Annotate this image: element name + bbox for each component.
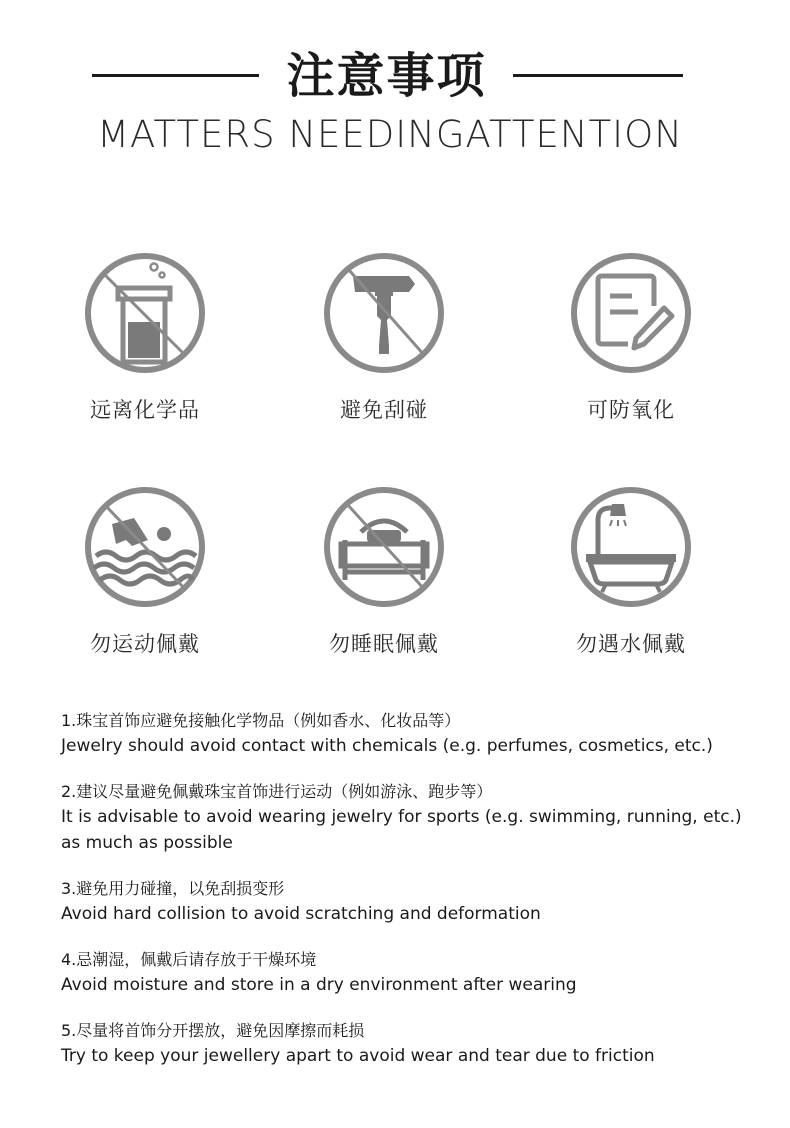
hammer-prohibited-icon bbox=[321, 250, 447, 376]
document-pen-icon bbox=[568, 250, 694, 376]
swimmer-prohibited-icon bbox=[82, 484, 208, 610]
page-title-cn: 注意事项 bbox=[286, 48, 487, 104]
icon-card-sports bbox=[45, 484, 245, 658]
icon-card-chemicals bbox=[45, 250, 245, 424]
page-title-en: MATTERS NEEDINGATTENTION bbox=[97, 113, 683, 156]
note-cn: 2.建议尽量避免佩戴珠宝首饰进行运动（例如游泳、跑步等） bbox=[61, 782, 493, 801]
list-item bbox=[61, 1018, 761, 1069]
list-item bbox=[61, 876, 761, 927]
icon-label: 勿遇水佩戴 bbox=[576, 632, 686, 656]
icon-label: 可防氧化 bbox=[587, 398, 675, 422]
icon-card-sleep bbox=[284, 484, 484, 658]
note-en: Avoid moisture and store in a dry environment after wearing bbox=[61, 975, 577, 995]
note-cn: 1.珠宝首饰应避免接触化学物品（例如香水、化妆品等） bbox=[61, 711, 461, 730]
note-en: Jewelry should avoid contact with chemicals (e.g. perfumes, cosmetics, etc.) bbox=[61, 736, 713, 756]
icon-label: 避免刮碰 bbox=[340, 398, 428, 422]
bathtub-shower-icon bbox=[568, 484, 694, 610]
icon-card-water bbox=[531, 484, 731, 658]
list-item bbox=[61, 779, 761, 856]
note-cn: 4.忌潮湿，佩戴后请存放于干燥环境 bbox=[61, 950, 317, 969]
list-item bbox=[61, 947, 761, 998]
note-en: Try to keep your jewellery apart to avoid wear and tear due to friction bbox=[61, 1046, 655, 1066]
note-en: It is advisable to avoid wearing jewelry for sports (e.g. swimming, running, etc.) as much as possible bbox=[61, 807, 742, 853]
icon-card-collision bbox=[284, 250, 484, 424]
note-en: Avoid hard collision to avoid scratching and deformation bbox=[61, 904, 541, 924]
header-right-rule bbox=[513, 74, 683, 77]
notes-list bbox=[61, 708, 761, 1081]
icon-label: 远离化学品 bbox=[90, 398, 200, 422]
chemical-flask-prohibited-icon bbox=[82, 250, 208, 376]
header-left-rule bbox=[92, 74, 259, 77]
bed-prohibited-icon bbox=[321, 484, 447, 610]
list-item bbox=[61, 708, 761, 759]
note-cn: 5.尽量将首饰分开摆放，避免因摩擦而耗损 bbox=[61, 1021, 365, 1040]
icon-label: 勿运动佩戴 bbox=[90, 632, 200, 656]
icon-label: 勿睡眠佩戴 bbox=[329, 632, 439, 656]
icon-card-oxidation bbox=[531, 250, 731, 424]
note-cn: 3.避免用力碰撞，以免刮损变形 bbox=[61, 879, 285, 898]
